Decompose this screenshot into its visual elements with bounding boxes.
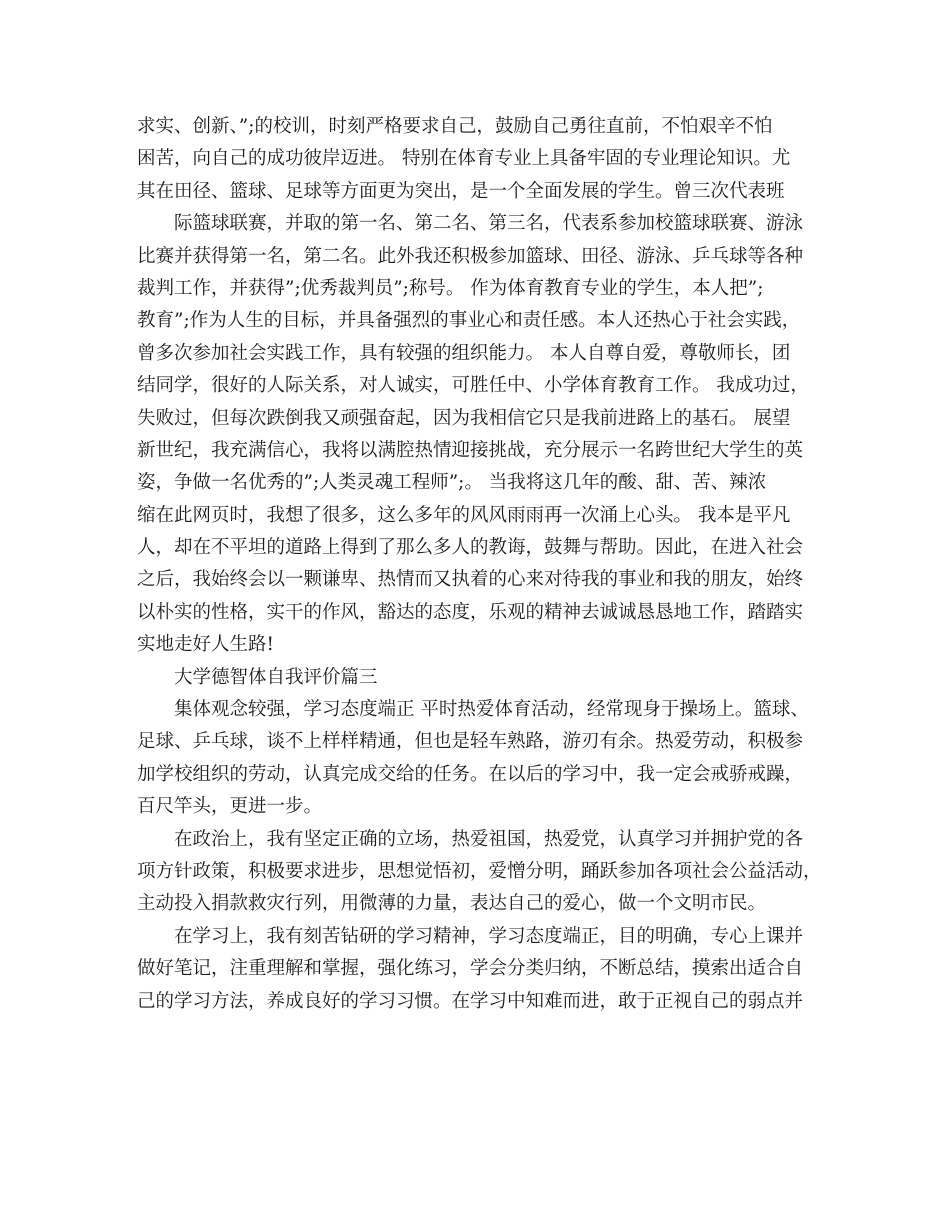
text-line: 人，却在不平坦的道路上得到了那么多人的教诲，鼓舞与帮助。因此，在进入社会	[137, 537, 804, 559]
text-line: 裁判工作，并获得”;优秀裁判员”;称号。 作为体育教育专业的学生，本人把”;	[137, 277, 764, 299]
text-line: 实地走好人生路!	[137, 634, 274, 656]
text-line: 新世纪，我充满信心，我将以满腔热情迎接挑战，充分展示一名跨世纪大学生的英	[137, 439, 804, 461]
text-line: 主动投入捐款救灾行列，用微薄的力量，表达自己的爱心，做一个文明市民。	[137, 893, 767, 915]
section-heading: 大学德智体自我评价篇三	[174, 666, 378, 688]
text-line: 之后，我始终会以一颗谦卑、热情而又执着的心来对待我的事业和我的朋友，始终	[137, 569, 804, 591]
text-line: 其在田径、篮球、足球等方面更为突出，是一个全面发展的学生。曾三次代表班	[137, 180, 785, 202]
text-line: 项方针政策，积极要求进步，思想觉悟初，爱憎分明，踊跃参加各项社会公益活动，	[137, 860, 822, 882]
text-line: 足球、乒乓球，谈不上样样精通，但也是轻车熟路，游刃有余。热爱劳动，积极参	[137, 731, 804, 753]
text-line: 在学习上，我有刻苦钻研的学习精神，学习态度端正，目的明确，专心上课并	[174, 925, 804, 947]
text-line: 在政治上，我有坚定正确的立场，热爱祖国，热爱党，认真学习并拥护党的各	[174, 828, 804, 850]
document-body	[137, 111, 827, 1018]
text-line: 姿，争做一名优秀的”;人类灵魂工程师”;。 当我将这几年的酸、甜、苦、辣浓	[137, 472, 767, 494]
text-line: 曾多次参加社会实践工作，具有较强的组织能力。 本人自尊自爱，尊敬师长，团	[137, 342, 791, 364]
text-line: 际篮球联赛，并取的第一名、第二名、第三名，代表系参加校篮球联赛、游泳	[174, 213, 804, 235]
text-line: 己的学习方法，养成良好的学习习惯。在学习中知难而进，敢于正视自己的弱点并	[137, 990, 804, 1012]
text-line: 以朴实的性格，实干的作风，豁达的态度，乐观的精神去诚诚恳恳地工作，踏踏实	[137, 601, 804, 623]
text-line: 求实、创新、”;的校训，时刻严格要求自己，鼓励自己勇往直前，不怕艰辛不怕	[137, 116, 773, 137]
text-line: 百尺竿头，更进一步。	[137, 796, 323, 818]
text-line: 缩在此网页时，我想了很多，这么多年的风风雨雨再一次涌上心头。 我本是平凡	[137, 504, 791, 526]
text-line: 失败过，但每次跌倒我又顽强奋起，因为我相信它只是我前进路上的基石。 展望	[137, 407, 791, 429]
text-line: 做好笔记，注重理解和掌握，强化练习，学会分类归纳，不断总结，摸索出适合自	[137, 958, 804, 980]
text-line: 比赛并获得第一名，第二名。此外我还积极参加篮球、田径、游泳、乒乓球等各种	[137, 245, 804, 267]
text-line: 教育”;作为人生的目标，并具备强烈的事业心和责任感。本人还热心于社会实践，	[137, 310, 801, 332]
text-line: 集体观念较强，学习态度端正 平时热爱体育活动，经常现身于操场上。篮球、	[174, 699, 809, 721]
text-line: 结同学，很好的人际关系，对人诚实，可胜任中、小学体育教育工作。 我成功过，	[137, 375, 809, 397]
text-line: 困苦，向自己的成功彼岸迈进。 特别在体育专业上具备牢固的专业理论知识。尤	[137, 148, 791, 170]
text-line: 加学校组织的劳动，认真完成交给的任务。在以后的学习中，我一定会戒骄戒躁，	[137, 763, 804, 785]
